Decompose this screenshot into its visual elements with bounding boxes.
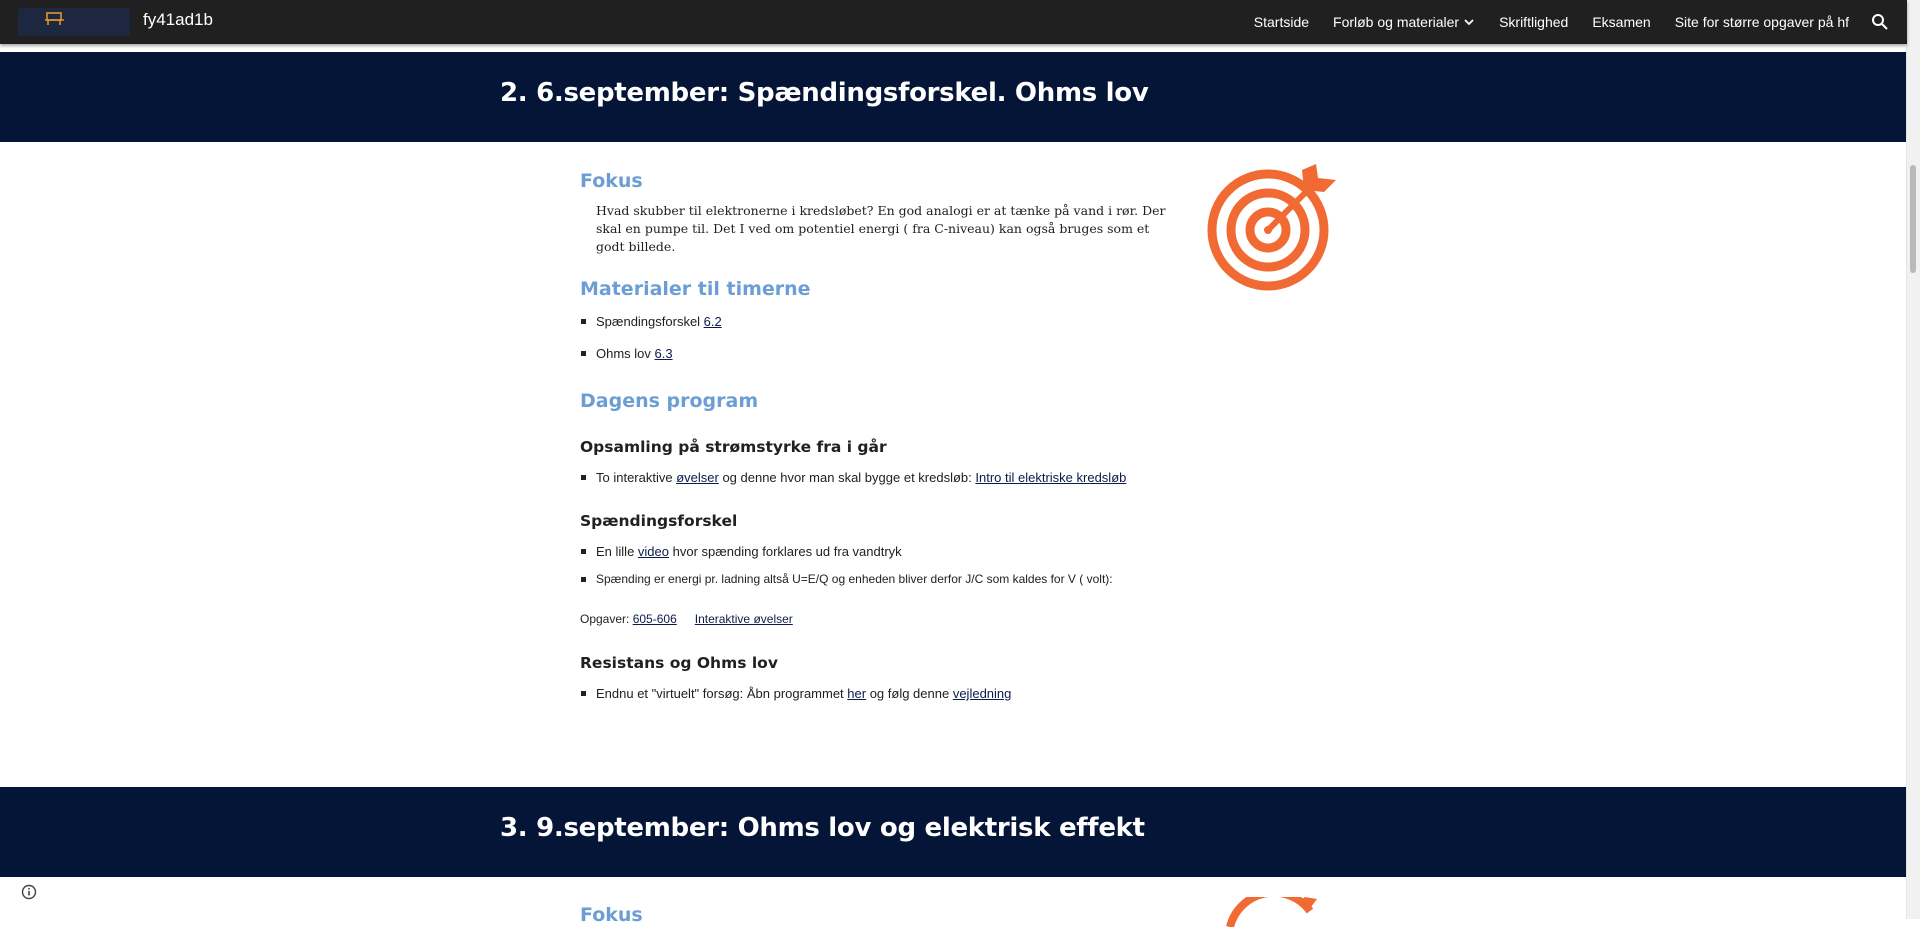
tasks-line [580,612,1160,626]
link-6-3[interactable]: 6.3 [654,346,673,361]
list-item-text: Ohms lov [596,346,655,361]
spaending-list [580,540,1160,591]
link-oevelser[interactable]: øvelser [676,470,719,485]
list-item-text: Endnu et "virtuelt" forsøg: Åbn programmet [596,686,848,701]
list-item [596,568,1160,591]
tasks-label: Opgaver: [580,612,633,626]
subheading-spaendingsforskel: Spændingsforskel [580,512,738,530]
link-605-606[interactable]: 605-606 [632,612,677,626]
nav-item-skriftlighed[interactable]: Skriftlighed [1499,14,1569,30]
section-title-2: 2. 6.september: Spændingsforskel. Ohms lov [500,78,1149,108]
list-item-text: Spænding er energi pr. ladning altså U=E/Q og enheden bliver derfor J/C som kaldes for V ( volt): [596,572,1113,586]
search-icon [1871,13,1889,31]
link-video[interactable]: video [637,544,669,559]
section-banner-2 [0,52,1907,142]
list-item-text: Spændingsforskel [596,314,704,329]
program-heading: Dagens program [580,390,759,412]
link-interaktive-oevelser[interactable]: Interaktive øvelser [694,612,793,626]
search-button[interactable] [1871,13,1889,31]
materials-heading: Materialer til timerne [580,278,811,300]
nav-item-forloeb[interactable] [1333,14,1475,30]
list-item-text: En lille [596,544,638,559]
main-nav [1230,0,1889,44]
nav-item-startside[interactable]: Startside [1253,14,1310,30]
list-item-text: og denne hvor man skal bygge et kredsløb: [718,470,976,485]
list-item [596,682,1160,705]
focus-text: Hvad skubber til elektronerne i kredsløbet? En god analogi er at tænke på vand i rør. Der skal en pumpe til. Det I ved om potentiel energi ( fra C-niveau) kan også bruges som et godt billede. [596,203,1166,254]
logo-icon [44,11,66,27]
list-item [596,310,1160,333]
list-item-text: og følg denne [866,686,953,701]
nav-item-eksamen[interactable]: Eksamen [1592,14,1651,30]
materials-list [580,310,1160,365]
list-item-text: To interaktive [596,470,677,485]
link-6-2[interactable]: 6.2 [703,314,722,329]
subheading-opsamling: Opsamling på strømstyrke fra i går [580,438,887,456]
focus-heading: Fokus [580,170,643,192]
section-content-2 [580,170,1166,705]
link-her[interactable]: her [847,686,867,701]
link-intro-kredsloeb[interactable]: Intro til elektriske kredsløb [975,470,1127,485]
list-item [596,540,1160,563]
nav-item-stoerre-opgaver[interactable]: Site for større opgaver på hf [1674,14,1849,30]
link-vejledning[interactable]: vejledning [952,686,1012,701]
site-logo[interactable] [18,8,130,36]
focus-heading-3: Fokus [580,904,643,926]
top-navigation-bar [0,0,1907,44]
target-icon [1225,897,1335,927]
list-item [596,466,1160,489]
scrollbar-thumb[interactable] [1910,165,1916,273]
page-scrollbar[interactable] [1906,0,1920,919]
site-title[interactable]: fy41ad1b [143,10,213,29]
section-title-3: 3. 9.september: Ohms lov og elektrisk effekt [500,813,1145,843]
target-icon [1206,164,1336,294]
resistans-list [580,682,1160,705]
list-item-text: hvor spænding forklares ud fra vandtryk [669,544,902,559]
list-item [596,342,1160,365]
subheading-resistans: Resistans og Ohms lov [580,654,778,672]
section-content-3 [580,904,643,926]
opsamling-list [580,466,1160,489]
nav-item-forloeb-label: Forløb og materialer [1333,14,1460,30]
section-banner-3 [0,787,1907,877]
chevron-down-icon [1463,16,1475,28]
info-icon[interactable] [21,884,37,900]
